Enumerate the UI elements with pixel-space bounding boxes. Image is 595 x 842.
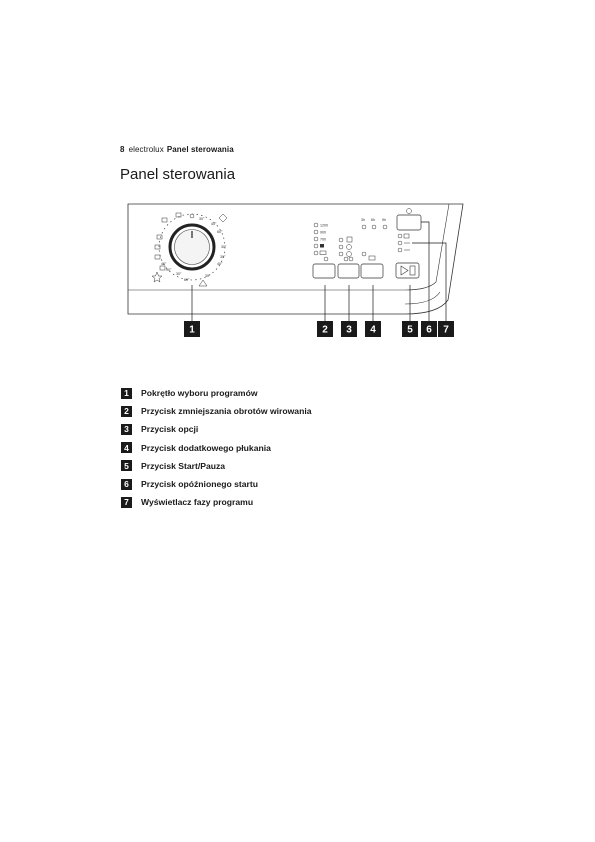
callout-number: 3 xyxy=(346,324,352,336)
dial-label: 30° xyxy=(220,255,226,259)
legend-item xyxy=(121,493,441,511)
legend-label: Przycisk Start/Pauza xyxy=(141,460,226,471)
legend-number: 2 xyxy=(121,406,132,417)
legend-item xyxy=(121,420,441,438)
option-icon xyxy=(349,257,353,261)
legend-number: 5 xyxy=(121,460,132,471)
legend-label: Pokrętło wyboru programów xyxy=(141,388,258,399)
spin-reduction-button[interactable] xyxy=(313,264,335,278)
spin-speed-label: 900 xyxy=(320,230,326,235)
legend-item xyxy=(121,439,441,457)
legend-item xyxy=(121,402,441,420)
rinse-icon xyxy=(369,256,375,260)
dial-label: 30° xyxy=(199,217,205,221)
extra-rinse-button[interactable] xyxy=(361,264,383,278)
callout-number-boxes xyxy=(184,321,454,337)
dial-label: 40° xyxy=(161,262,167,266)
start-pause-button[interactable] xyxy=(396,263,419,278)
legend-item xyxy=(121,384,441,402)
page-number: 8 xyxy=(120,145,125,154)
dial-label: 30° xyxy=(176,272,182,276)
delay-label: 3h xyxy=(361,218,365,222)
delay-start-button[interactable] xyxy=(397,209,421,231)
legend-item xyxy=(121,457,441,475)
dial-label: 30° xyxy=(205,274,211,278)
callout-number: 5 xyxy=(407,324,413,336)
legend-item xyxy=(121,475,441,493)
pause-icon xyxy=(410,266,415,275)
spin-icon xyxy=(324,257,328,261)
section-name: Panel sterowania xyxy=(166,145,234,154)
legend-number: 7 xyxy=(121,497,132,508)
callout-number: 2 xyxy=(322,324,328,336)
spin-speed-label: 700 xyxy=(320,237,326,242)
brand-name: electrolux xyxy=(128,145,164,154)
spin-speed-indicators xyxy=(314,223,328,255)
dial-label: 90° xyxy=(166,268,172,272)
legend-label: Wyświetlacz fazy programu xyxy=(141,497,254,508)
legend-label: Przycisk zmniejszania obrotów wirowania xyxy=(141,406,312,417)
legend-label: Przycisk opóźnionego startu xyxy=(141,479,258,490)
callout-lines xyxy=(192,222,446,321)
dial-label: 40° xyxy=(211,222,217,226)
legend-label: Przycisk dodatkowego płukania xyxy=(141,442,271,453)
legend-label: Przycisk opcji xyxy=(141,424,199,435)
delay-indicators xyxy=(361,218,387,229)
legend-number: 4 xyxy=(121,442,132,453)
dial-label: 60° xyxy=(217,230,223,234)
spin-speed-label: 1200 xyxy=(320,223,328,228)
dial-label: 40° xyxy=(217,262,223,266)
legend-number: 3 xyxy=(121,424,132,435)
option-icon xyxy=(344,257,348,261)
callout-number: 1 xyxy=(189,324,195,336)
callout-number: 6 xyxy=(426,324,432,336)
option-indicators xyxy=(339,237,366,257)
delay-label: 6h xyxy=(371,218,375,222)
callout-number: 4 xyxy=(370,324,376,336)
program-phase-display xyxy=(398,234,410,252)
legend-number: 1 xyxy=(121,388,132,399)
dial-label: 60° xyxy=(184,278,190,282)
dial-label: 30° xyxy=(221,245,227,249)
callout-number: 7 xyxy=(443,324,449,336)
legend-number: 6 xyxy=(121,479,132,490)
legend-list xyxy=(121,384,441,511)
page-title: Panel sterowania xyxy=(120,166,236,183)
delay-label: 9h xyxy=(382,218,386,222)
option-button[interactable] xyxy=(338,264,359,278)
play-icon xyxy=(401,266,408,275)
